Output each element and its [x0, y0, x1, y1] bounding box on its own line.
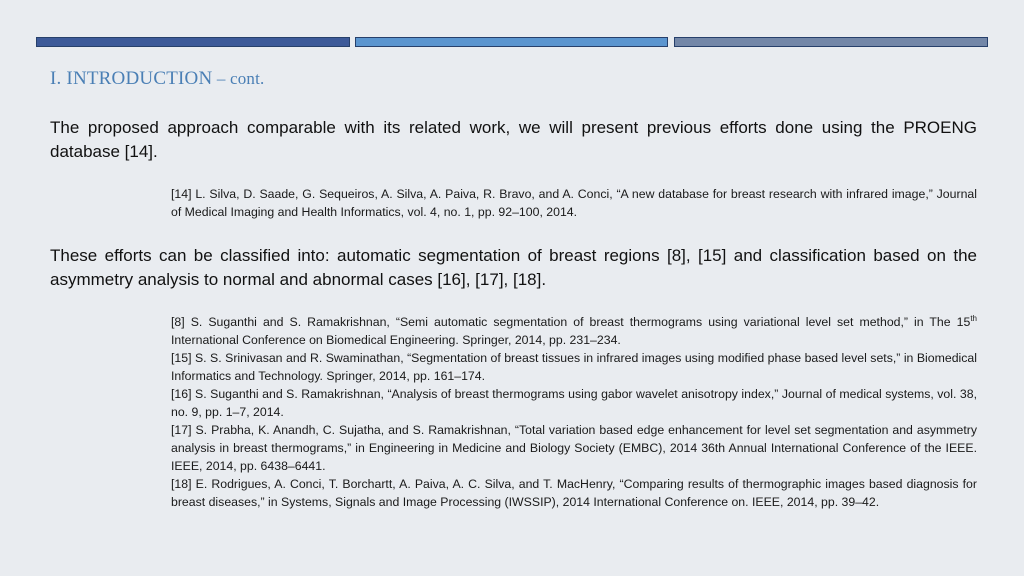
reference-15: [15] S. S. Srinivasan and R. Swaminathan, “Segmentation of breast tissues in infrared images using modified phase based level sets,” in Biomedical Informatics and Technology. Springer, 2014, pp. 161–174.	[171, 351, 977, 383]
reference-8	[171, 313, 977, 349]
reference-17: [17] S. Prabha, K. Anandh, C. Sujatha, and S. Ramakrishnan, “Total variation based edge enhancement for level set segmentation and asymmetry analysis in breast thermograms,” in Engineering in Medicine and Biology Society (EMBC), 2014 36th Annual International Conference of the IEEE. IEEE, 2014, pp. 6438–6441.	[171, 423, 977, 473]
slide-title-suffix: – cont.	[212, 69, 265, 88]
reference-block-2	[171, 313, 977, 511]
decorative-header-bars	[36, 37, 988, 48]
reference-8-superscript: th	[970, 313, 977, 323]
reference-8-part-2: International Conference on Biomedical Engineering. Springer, 2014, pp. 231–234.	[171, 333, 621, 347]
reference-block-1	[171, 185, 977, 221]
reference-18: [18] E. Rodrigues, A. Conci, T. Borchartt, A. Paiva, A. C. Silva, and T. MacHenry, “Comparing results of thermographic images based diagnosis for breast diseases,” in Systems, Signals and Image Processing (IWSSIP), 2014 International Conference on. IEEE, 2014, pp. 39–42.	[171, 477, 977, 509]
slide-title-main: I. INTRODUCTION	[50, 68, 213, 89]
header-bar-left	[36, 37, 350, 47]
reference-14: [14] L. Silva, D. Saade, G. Sequeiros, A. Silva, A. Paiva, R. Bravo, and A. Conci, “A new database for breast research with infrared image,” Journal of Medical Imaging and Health Informatics, vol. 4, no. 1, pp. 92–100, 2014.	[171, 187, 977, 219]
header-bar-right	[674, 37, 988, 47]
intro-paragraph-1: The proposed approach comparable with its related work, we will present previous efforts done using the PROENG database [14].	[50, 118, 977, 161]
reference-16: [16] S. Suganthi and S. Ramakrishnan, “Analysis of breast thermograms using gabor wavelet anisotropy index,” Journal of medical systems, vol. 38, no. 9, pp. 1–7, 2014.	[171, 387, 977, 419]
header-bar-middle	[355, 37, 668, 47]
reference-8-part-1: [8] S. Suganthi and S. Ramakrishnan, “Semi automatic segmentation of breast thermograms using variational level set method,” in The 15	[171, 315, 971, 329]
intro-paragraph-2: These efforts can be classified into: automatic segmentation of breast regions [8], [15] and classification based on the asymmetry analysis to normal and abnormal cases [16], [17], [18].	[50, 246, 977, 289]
slide-title	[50, 68, 265, 90]
